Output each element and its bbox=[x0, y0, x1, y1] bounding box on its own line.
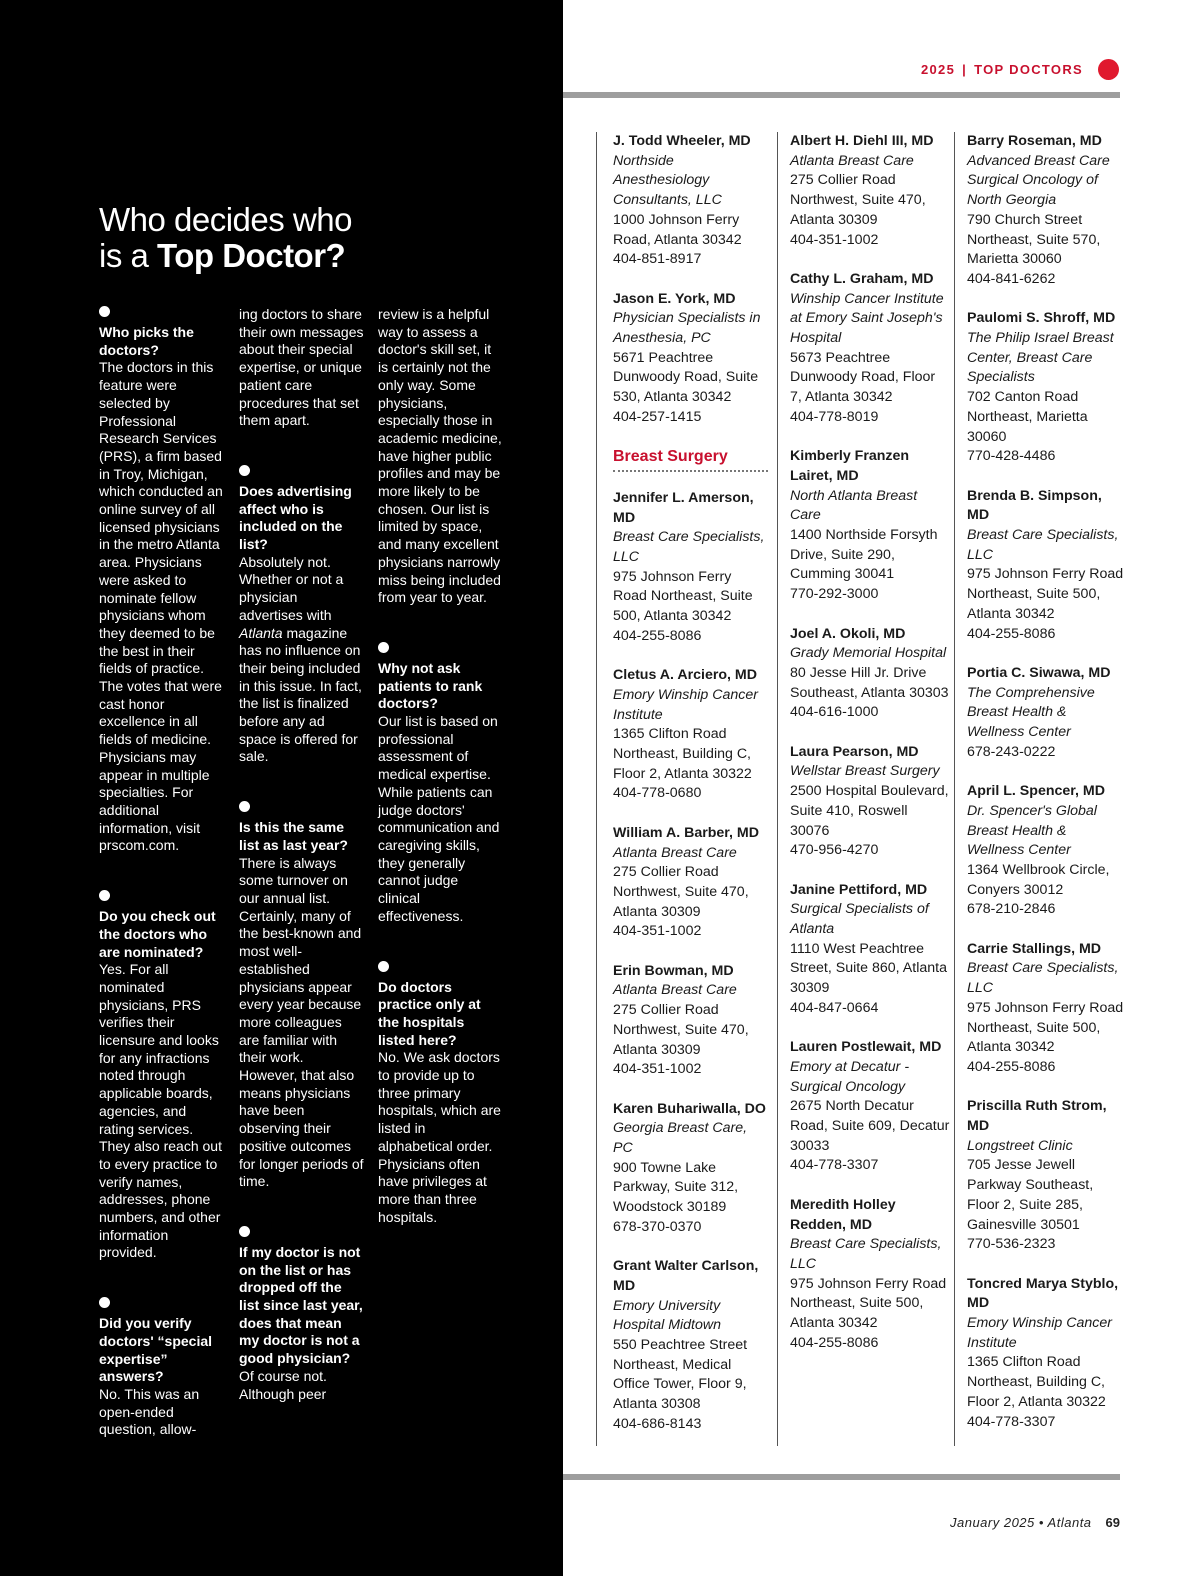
faq-answer bbox=[239, 554, 364, 766]
header-year: 2025 bbox=[921, 62, 956, 77]
faq-item bbox=[99, 1297, 224, 1439]
doctor-phone: 770-536-2323 bbox=[967, 1236, 1056, 1253]
bullet-icon bbox=[239, 801, 250, 812]
doctor-name: J. Todd Wheeler, MD bbox=[613, 133, 751, 149]
doctor-address: 1400 Northside Forsyth Drive, Suite 290, Cumming 30041 bbox=[790, 527, 938, 583]
faq-answer-part: magazine has no influence on their being included in this issue. In fact, the list is finalized before any ad space is offered for sale. bbox=[239, 624, 362, 765]
doctor-name: Albert H. Diehl III, MD bbox=[790, 133, 934, 149]
column-divider bbox=[777, 132, 778, 1446]
doctor-phone: 404-686-8143 bbox=[613, 1415, 702, 1432]
doctor-name: Lauren Postlewait, MD bbox=[790, 1039, 942, 1056]
doctor-entry bbox=[967, 664, 1127, 763]
bullet-icon bbox=[378, 642, 389, 653]
doctor-name: Cletus A. Arciero, MD bbox=[613, 667, 758, 684]
faq-answer: Yes. For all nominated physicians, PRS verifies their licensure and looks for any infractions noted through applicable boards, agencies, and rating services. They also reach out to every practice to verify names, addresses, phone numbers, and other information provided. bbox=[99, 961, 222, 1261]
doctor-name: Erin Bowman, MD bbox=[613, 962, 734, 979]
faq-answer: No. This was an open-ended question, allow- bbox=[99, 1385, 200, 1438]
faq-question: Did you verify doctors' “special expertise” answers? bbox=[99, 1315, 213, 1385]
doctor-phone: 404-851-8917 bbox=[613, 251, 702, 268]
doctor-phone: 770-428-4486 bbox=[967, 448, 1056, 465]
doctor-entry bbox=[613, 1100, 768, 1238]
bullet-icon bbox=[99, 306, 110, 317]
headline-line1: Who decides who bbox=[99, 201, 352, 238]
doctor-phone: 404-351-1002 bbox=[613, 923, 702, 940]
magazine-name: Atlanta bbox=[239, 624, 283, 641]
faq-question: Do doctors practice only at the hospitals listed here? bbox=[378, 978, 481, 1048]
doctor-name: Joel A. Okoli, MD bbox=[790, 625, 906, 642]
bullet-icon bbox=[99, 1297, 110, 1308]
doctor-phone: 404-351-1002 bbox=[790, 231, 879, 248]
headline-line2-bold: Top Doctor? bbox=[157, 237, 346, 274]
faq-item bbox=[239, 306, 364, 430]
faq-item bbox=[378, 306, 503, 607]
doctor-entry bbox=[790, 270, 950, 428]
faq-answer: Of course not. Although peer bbox=[239, 1367, 327, 1402]
column-divider bbox=[954, 132, 955, 1446]
doctor-practice: Breast Care Specialists, LLC bbox=[967, 527, 1119, 563]
doctor-name: Paulomi S. Shroff, MD bbox=[967, 310, 1116, 327]
page-number: 69 bbox=[1105, 1515, 1120, 1530]
doctor-practice: Georgia Breast Care, PC bbox=[613, 1120, 748, 1157]
doctor-practice: The Philip Israel Breast Center, Breast Care Specialists bbox=[967, 330, 1114, 386]
doctor-phone: 404-847-0664 bbox=[790, 999, 879, 1016]
header-separator: | bbox=[962, 62, 968, 77]
doctor-entry bbox=[967, 1097, 1127, 1255]
faq-question: Why not ask patients to rank doctors? bbox=[378, 659, 483, 712]
doctor-practice: Breast Care Specialists, LLC bbox=[967, 960, 1119, 997]
faq-item bbox=[378, 642, 503, 926]
doctor-practice: Atlanta Breast Care bbox=[790, 152, 914, 169]
doctor-entry bbox=[613, 962, 768, 1080]
headline-line2-prefix: is a bbox=[99, 237, 158, 274]
doctor-address: 705 Jesse Jewell Parkway Southeast, Floor 2, Suite 285, Gainesville 30501 bbox=[967, 1157, 1094, 1233]
faq-item bbox=[239, 1226, 364, 1403]
doctor-practice: Emory Winship Cancer Institute bbox=[967, 1315, 1112, 1351]
doctor-phone: 404-255-8086 bbox=[967, 625, 1056, 642]
doctor-name: William A. Barber, MD bbox=[613, 824, 759, 841]
faq-panel bbox=[0, 0, 563, 1576]
bullet-icon bbox=[239, 465, 250, 476]
doctor-name: Kimberly Franzen Lairet, MD bbox=[790, 448, 910, 484]
section-header bbox=[921, 62, 1083, 77]
doctor-practice: Emory at Decatur - Surgical Oncology bbox=[790, 1058, 910, 1095]
bottom-rule bbox=[563, 1474, 1120, 1480]
doctor-phone: 404-841-6262 bbox=[967, 270, 1056, 287]
doctor-entry bbox=[967, 132, 1127, 290]
bullet-icon bbox=[378, 961, 389, 972]
doctor-practice: Emory University Hospital Midtown bbox=[613, 1297, 722, 1334]
doctor-name: Brenda B. Simpson, MD bbox=[967, 487, 1102, 524]
doctor-practice: Grady Memorial Hospital bbox=[790, 645, 947, 662]
doctor-address: 550 Peachtree Street Northeast, Medical Office Tower, Floor 9, Atlanta 30308 bbox=[613, 1337, 748, 1413]
faq-question: Who picks the doctors? bbox=[99, 324, 194, 358]
faq-question: If my doctor is not on the list or has dropped off the list since last year, does that mean my doctor is not a good physician? bbox=[239, 1243, 363, 1367]
bullet-icon bbox=[99, 890, 110, 901]
issue-label: January 2025 • Atlanta bbox=[949, 1515, 1092, 1530]
top-rule bbox=[563, 92, 1120, 98]
breast-surgery-list bbox=[967, 132, 1127, 1432]
doctor-name: Portia C. Siwawa, MD bbox=[967, 664, 1111, 681]
doctor-practice: Wellstar Breast Surgery bbox=[790, 763, 940, 780]
doctor-phone: 404-257-1415 bbox=[613, 408, 702, 425]
doctor-address: 1365 Clifton Road Northeast, Building C, Floor 2, Atlanta 30322 bbox=[613, 726, 752, 782]
doctor-practice: Advanced Breast Care Surgical Oncology of North Georgia bbox=[967, 152, 1110, 209]
doctor-address: 80 Jesse Hill Jr. Drive Southeast, Atlanta 30303 bbox=[790, 664, 949, 701]
doctor-phone: 404-778-3307 bbox=[790, 1157, 879, 1174]
doctor-name: Carrie Stallings, MD bbox=[967, 940, 1102, 957]
faq-answer-part: Absolutely not. Whether or not a physician advertises with bbox=[239, 553, 344, 623]
doctor-entry bbox=[613, 1257, 768, 1434]
doctor-address: 1110 West Peachtree Street, Suite 860, Atlanta 30309 bbox=[790, 940, 947, 997]
section-title-breast-surgery: Breast Surgery bbox=[613, 447, 768, 472]
faq-column-2 bbox=[239, 306, 364, 1403]
doctor-column-2 bbox=[790, 132, 950, 1373]
red-dot-icon bbox=[1098, 59, 1119, 80]
bullet-icon bbox=[239, 1226, 250, 1237]
doctor-entry bbox=[790, 625, 950, 724]
doctor-practice: Atlanta Breast Care bbox=[613, 982, 737, 999]
breast-surgery-list bbox=[790, 132, 950, 1353]
doctor-phone: 678-243-0222 bbox=[967, 743, 1056, 760]
faq-column-3 bbox=[378, 306, 503, 1226]
doctor-name: Cathy L. Graham, MD bbox=[790, 270, 934, 287]
doctor-practice: Winship Cancer Institute at Emory Saint Joseph's Hospital bbox=[790, 290, 944, 347]
header-section: TOP DOCTORS bbox=[974, 62, 1083, 77]
doctor-address: 900 Towne Lake Parkway, Suite 312, Woodstock 30189 bbox=[613, 1159, 739, 1216]
page-title bbox=[99, 202, 539, 274]
doctor-phone: 404-255-8086 bbox=[613, 627, 702, 644]
doctor-entry bbox=[790, 132, 950, 250]
doctor-name: Jennifer L. Amerson, MD bbox=[613, 489, 754, 526]
doctor-name: Priscilla Ruth Strom, MD bbox=[967, 1098, 1107, 1135]
doctor-address: 5673 Peachtree Dunwoody Road, Floor 7, Atlanta 30342 bbox=[790, 349, 936, 406]
doctor-name: Barry Roseman, MD bbox=[967, 133, 1102, 149]
doctor-entry bbox=[613, 824, 768, 942]
doctor-practice: Dr. Spencer's Global Breast Health & Wellness Center bbox=[967, 802, 1097, 859]
doctor-address: 2500 Hospital Boulevard, Suite 410, Roswell 30076 bbox=[790, 783, 949, 839]
doctor-practice: North Atlanta Breast Care bbox=[790, 487, 918, 524]
faq-answer: review is a helpful way to assess a doctor's skill set, it is certainly not the only way. Some physicians, especially those in academic medicine, have higher public profiles and may be more likely to be chosen. Our list is limited by space, and many excellent physicians narrowly miss being included from year to year. bbox=[378, 306, 502, 606]
doctor-entry bbox=[613, 666, 768, 804]
doctor-entry bbox=[613, 290, 768, 428]
faq-item bbox=[99, 890, 224, 1262]
doctor-name: Janine Pettiford, MD bbox=[790, 881, 928, 898]
doctor-entry bbox=[967, 782, 1127, 920]
faq-question: Do you check out the doctors who are nominated? bbox=[99, 908, 216, 960]
doctor-entry bbox=[790, 1196, 950, 1354]
doctor-practice: Surgical Specialists of Atlanta bbox=[790, 901, 929, 938]
faq-item bbox=[239, 801, 364, 1191]
doctor-practice: Emory Winship Cancer Institute bbox=[613, 686, 758, 723]
faq-answer: The doctors in this feature were selected by Professional Research Services (PRS), a firm based in Troy, Michigan, which conducted an online survey of all licensed physicians in the metro Atlanta area. Physicians were asked to nominate fellow physicians whom they deemed to be the best in their fields of practice. The votes that were cast honor excellence in all fields of medicine. Physicians may appear in multiple specialties. For additional information, visit prscom.com. bbox=[99, 359, 223, 854]
page-footer bbox=[900, 1515, 1120, 1530]
doctor-phone: 404-778-3307 bbox=[967, 1413, 1056, 1430]
doctor-entry bbox=[790, 447, 950, 605]
doctor-entry bbox=[967, 487, 1127, 645]
doctor-name: Meredith Holley Redden, MD bbox=[790, 1196, 896, 1233]
doctor-name: Jason E. York, MD bbox=[613, 290, 736, 307]
doctor-column-1 bbox=[613, 132, 768, 1454]
faq-answer: There is always some turnover on our annual list. Certainly, many of the best-known and most well-established physicians appear every year because more colleagues are familiar with their work. However, that also means physicians have been observing their positive outcomes for longer periods of time. bbox=[239, 854, 364, 1190]
doctor-entry bbox=[967, 309, 1127, 467]
doctor-address: 975 Johnson Ferry Road Northeast, Suite 500, Atlanta 30342 bbox=[967, 566, 1124, 622]
column-divider bbox=[596, 132, 597, 1446]
doctor-address: 975 Johnson Ferry Road Northeast, Suite 500, Atlanta 30342 bbox=[967, 999, 1124, 1056]
doctor-entry bbox=[613, 489, 768, 647]
doctor-address: 975 Johnson Ferry Road Northeast, Suite 500, Atlanta 30342 bbox=[613, 568, 753, 625]
doctor-name: Karen Buhariwalla, DO bbox=[613, 1100, 766, 1117]
doctor-phone: 404-778-0680 bbox=[613, 785, 702, 802]
doctor-entry bbox=[967, 940, 1127, 1078]
faq-answer: No. We ask doctors to provide up to three primary hospitals, which are listed in alphabetical order. Physicians often have privileges at more than three hospitals. bbox=[378, 1049, 501, 1225]
faq-item bbox=[239, 465, 364, 766]
doctor-name: Laura Pearson, MD bbox=[790, 743, 919, 760]
doctor-address: 5671 Peachtree Dunwoody Road, Suite 530, Atlanta 30342 bbox=[613, 349, 759, 406]
doctor-phone: 404-351-1002 bbox=[613, 1061, 702, 1078]
doctor-entry bbox=[790, 1038, 950, 1176]
doctor-address: 2675 North Decatur Road, Suite 609, Decatur 30033 bbox=[790, 1098, 950, 1154]
doctor-address: 1364 Wellbrook Circle, Conyers 30012 bbox=[967, 861, 1110, 898]
doctor-entry bbox=[790, 881, 950, 1019]
doctor-column-3 bbox=[967, 132, 1127, 1452]
doctor-phone: 470-956-4270 bbox=[790, 842, 879, 859]
doctor-phone: 678-210-2846 bbox=[967, 901, 1056, 918]
doctor-entry bbox=[613, 132, 768, 270]
faq-answer: ing doctors to share their own messages about their special expertise, or unique patient care procedures that set them apart. bbox=[239, 306, 364, 429]
faq-item bbox=[99, 306, 224, 855]
doctor-address: 702 Canton Road Northeast, Marietta 30060 bbox=[967, 389, 1088, 445]
doctor-address: 275 Collier Road Northwest, Suite 470, Atlanta 30309 bbox=[613, 864, 749, 920]
doctor-practice: Physician Specialists in Anesthesia, PC bbox=[613, 310, 761, 347]
doctor-name: Grant Walter Carlson, MD bbox=[613, 1258, 759, 1294]
doctor-practice: Longstreet Clinic bbox=[967, 1137, 1073, 1154]
doctor-address: 1365 Clifton Road Northeast, Building C, Floor 2, Atlanta 30322 bbox=[967, 1354, 1106, 1410]
doctor-address: 790 Church Street Northeast, Suite 570, Marietta 30060 bbox=[967, 211, 1101, 268]
doctor-phone: 770-292-3000 bbox=[790, 586, 879, 603]
doctor-address: 275 Collier Road Northwest, Suite 470, Atlanta 30309 bbox=[790, 172, 926, 228]
doctor-phone: 678-370-0370 bbox=[613, 1218, 702, 1235]
doctor-practice: The Comprehensive Breast Health & Wellness Center bbox=[967, 684, 1095, 741]
faq-item bbox=[378, 961, 503, 1227]
faq-question: Does advertising affect who is included on the list? bbox=[239, 482, 352, 553]
doctor-address: 1000 Johnson Ferry Road, Atlanta 30342 bbox=[613, 211, 742, 248]
doctor-entry bbox=[790, 743, 950, 861]
doctor-name: April L. Spencer, MD bbox=[967, 783, 1105, 800]
doctor-phone: 404-255-8086 bbox=[967, 1058, 1056, 1075]
doctor-phone: 404-778-8019 bbox=[790, 408, 879, 425]
doctor-address: 275 Collier Road Northwest, Suite 470, Atlanta 30309 bbox=[613, 1002, 749, 1058]
doctor-name: Toncred Marya Styblo, MD bbox=[967, 1275, 1119, 1312]
doctor-practice: Breast Care Specialists, LLC bbox=[613, 529, 765, 566]
breast-surgery-list bbox=[613, 489, 768, 1435]
doctor-practice: Northside Anesthesiology Consultants, LLC bbox=[613, 152, 722, 209]
faq-question: Is this the same list as last year? bbox=[239, 819, 348, 853]
doctor-phone: 404-616-1000 bbox=[790, 704, 879, 721]
faq-answer: Our list is based on professional assessment of medical expertise. While patients can judge doctors' communication and caregiving skills, they generally cannot judge clinical effectiveness. bbox=[378, 713, 500, 924]
doctor-entry bbox=[967, 1275, 1127, 1433]
doctor-practice: Breast Care Specialists, LLC bbox=[790, 1236, 942, 1272]
faq-column-1 bbox=[99, 306, 224, 1439]
anesthesiology-list bbox=[613, 132, 768, 428]
doctor-address: 975 Johnson Ferry Road Northeast, Suite 500, Atlanta 30342 bbox=[790, 1275, 947, 1332]
doctor-practice: Atlanta Breast Care bbox=[613, 844, 737, 861]
doctor-phone: 404-255-8086 bbox=[790, 1334, 879, 1351]
